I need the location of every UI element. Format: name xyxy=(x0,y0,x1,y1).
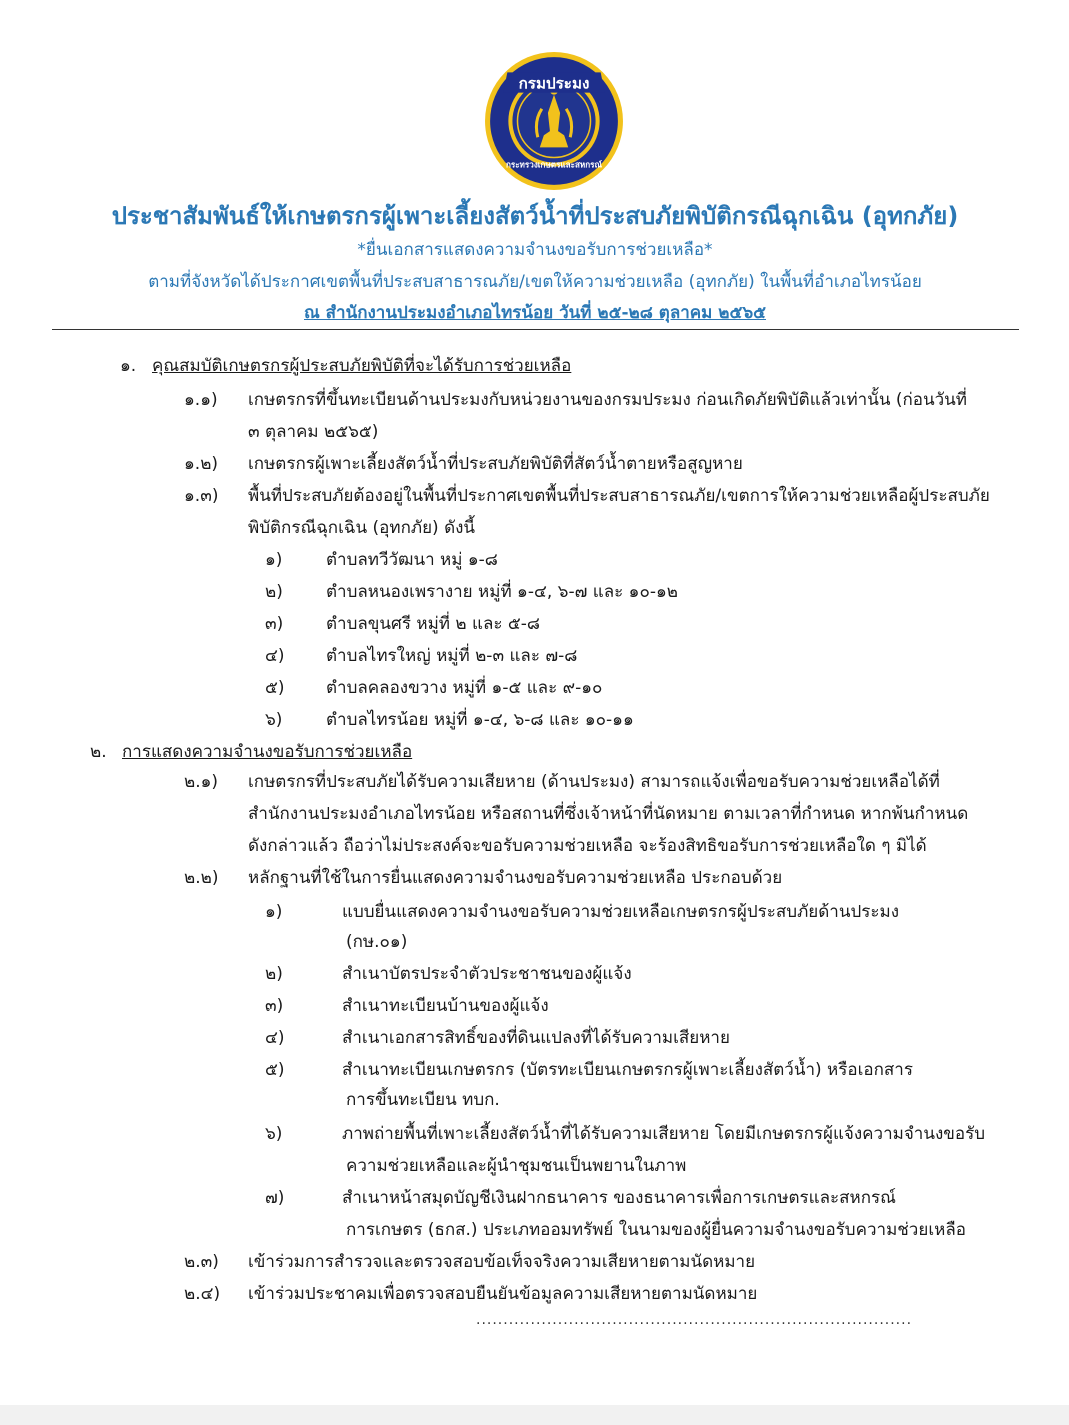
document-5-number: ๕) xyxy=(265,1060,285,1080)
item-1-1-line2: ๓ ตุลาคม ๒๕๖๕) xyxy=(248,422,379,442)
item-1-2-number: ๑.๒) xyxy=(184,454,219,474)
subdistrict-4: ตำบลไทรใหญ่ หมู่ที่ ๒-๓ และ ๗-๘ xyxy=(326,646,578,666)
subdistrict-6-number: ๖) xyxy=(265,710,283,730)
section2-number: ๒. xyxy=(90,742,107,762)
announcement-subtitle: *ยื่นเอกสารแสดงความจำนงขอรับการช่วยเหลือ* xyxy=(357,240,713,260)
document-6-number: ๖) xyxy=(265,1124,283,1144)
item-1-2-line1: เกษตรกรผู้เพาะเลี้ยงสัตว์น้ำที่ประสบภัยพิบัติที่สัตว์น้ำตายหรือสูญหาย xyxy=(248,454,743,474)
document-6-line2: ความช่วยเหลือและผู้นำชุมชนเป็นพยานในภาพ xyxy=(346,1156,687,1176)
item-1-1-line1: เกษตรกรที่ขึ้นทะเบียนด้านประมงกับหน่วยงานของกรมประมง ก่อนเกิดภัยพิบัติแล้วเท่านั้น (ก่อนวันที่ xyxy=(248,390,967,410)
subdistrict-4-number: ๔) xyxy=(265,646,285,666)
document-3-number: ๓) xyxy=(265,996,284,1016)
department-of-fisheries-logo xyxy=(483,50,625,192)
document-5-line2: การขึ้นทะเบียน ทบก. xyxy=(346,1090,500,1110)
item-1-3-number: ๑.๓) xyxy=(184,486,219,506)
document-1-line1: แบบยื่นแสดงความจำนงขอรับความช่วยเหลือเกษตรกรผู้ประสบภัยด้านประมง xyxy=(342,902,900,922)
subdistrict-5: ตำบลคลองขวาง หมู่ที่ ๑-๕ และ ๙-๑๐ xyxy=(326,678,603,698)
closing-dotted-line: ................................................................................ xyxy=(476,1312,913,1328)
item-2-4-text: เข้าร่วมประชาคมเพื่อตรวจสอบยืนยันข้อมูลความเสียหายตามนัดหมาย xyxy=(248,1284,758,1304)
subdistrict-1-number: ๑) xyxy=(265,550,283,570)
item-2-1-line1: เกษตรกรที่ประสบภัยได้รับความเสียหาย (ด้านประมง) สามารถแจ้งเพื่อขอรับความช่วยเหลือได้ที่ xyxy=(248,772,940,792)
subdistrict-3-number: ๓) xyxy=(265,614,284,634)
item-2-1-number: ๒.๑) xyxy=(184,772,219,792)
announcement-title: ประชาสัมพันธ์ให้เกษตรกรผู้เพาะเลี้ยงสัตว์น้ำที่ประสบภัยพิบัติกรณีฉุกเฉิน (อุทกภัย) xyxy=(111,202,959,230)
item-2-2-line1: หลักฐานที่ใช้ในการยื่นแสดงความจำนงขอรับความช่วยเหลือ ประกอบด้วย xyxy=(248,868,783,888)
item-2-1-line3: ดังกล่าวแล้ว ถือว่าไม่ประสงค์จะขอรับความช่วยเหลือ จะร้องสิทธิขอรับการช่วยเหลือใด ๆ มิได้ xyxy=(248,836,927,856)
document-7-line2: การเกษตร (ธกส.) ประเภทออมทรัพย์ ในนามของผู้ยื่นความจำนงขอรับความช่วยเหลือ xyxy=(346,1220,966,1240)
item-2-3-number: ๒.๓) xyxy=(184,1252,219,1272)
logo-text-bottom: กระทรวงเกษตรและสหกรณ์ xyxy=(505,159,603,170)
subdistrict-5-number: ๕) xyxy=(265,678,285,698)
section1-number: ๑. xyxy=(120,356,137,376)
document-3-line1: สำเนาทะเบียนบ้านของผู้แจ้ง xyxy=(342,996,549,1016)
logo-text-top: กรมประมง xyxy=(518,74,590,93)
header-divider xyxy=(52,329,1019,330)
item-2-4-number: ๒.๔) xyxy=(184,1284,221,1304)
item-1-3-line2: พิบัติกรณีฉุกเฉิน (อุทกภัย) ดังนี้ xyxy=(248,518,476,538)
document-1-number: ๑) xyxy=(265,902,283,922)
announcement-location-date: ณ สำนักงานประมงอำเภอไทรน้อย วันที่ ๒๕-๒๘ ตุลาคม ๒๕๖๕ xyxy=(303,303,767,323)
section2-title: การแสดงความจำนงขอรับการช่วยเหลือ xyxy=(122,742,413,762)
document-2-line1: สำเนาบัตรประจำตัวประชาชนของผู้แจ้ง xyxy=(342,964,632,984)
item-1-1-number: ๑.๑) xyxy=(184,390,218,410)
document-7-line1: สำเนาหน้าสมุดบัญชีเงินฝากธนาคาร ของธนาคารเพื่อการเกษตรและสหกรณ์ xyxy=(342,1188,896,1208)
subdistrict-2: ตำบลหนองเพรางาย หมู่ที่ ๑-๔, ๖-๗ และ ๑๐-๑๒ xyxy=(326,582,678,602)
section1-title: คุณสมบัติเกษตรกรผู้ประสบภัยพิบัติที่จะได้รับการช่วยเหลือ xyxy=(152,356,572,376)
item-1-3-line1: พื้นที่ประสบภัยต้องอยู่ในพื้นที่ประกาศเขตพื้นที่ประสบสาธารณภัย/เขตการให้ความช่วยเหลือผู้ประสบภัย xyxy=(248,486,990,506)
announcement-description: ตามที่จังหวัดได้ประกาศเขตพื้นที่ประสบสาธารณภัย/เขตให้ความช่วยเหลือ (อุทกภัย) ในพื้นที่อำเภอไทรน้อย xyxy=(148,272,922,292)
document-4-line1: สำเนาเอกสารสิทธิ์ของที่ดินแปลงที่ได้รับความเสียหาย xyxy=(342,1028,730,1048)
viewer-bottom-margin xyxy=(0,1405,1069,1425)
subdistrict-2-number: ๒) xyxy=(265,582,283,602)
document-4-number: ๔) xyxy=(265,1028,285,1048)
document-2-number: ๒) xyxy=(265,964,283,984)
document-7-number: ๗) xyxy=(265,1188,285,1208)
item-2-1-line2: สำนักงานประมงอำเภอไทรน้อย หรือสถานที่ซึ่งเจ้าหน้าที่นัดหมาย ตามเวลาที่กำหนด หากพ้นกำหนด xyxy=(248,804,969,824)
document-1-line2: (กษ.๐๑) xyxy=(346,932,408,952)
item-2-2-number: ๒.๒) xyxy=(184,868,219,888)
subdistrict-6: ตำบลไทรน้อย หมู่ที่ ๑-๔, ๖-๘ และ ๑๐-๑๑ xyxy=(326,710,634,730)
subdistrict-3: ตำบลขุนศรี หมู่ที่ ๒ และ ๕-๘ xyxy=(326,614,541,634)
subdistrict-1: ตำบลทวีวัฒนา หมู่ ๑-๘ xyxy=(326,550,498,570)
document-6-line1: ภาพถ่ายพื้นที่เพาะเลี้ยงสัตว์น้ำที่ได้รับความเสียหาย โดยมีเกษตรกรผู้แจ้งความจำนงขอรับ xyxy=(342,1124,986,1144)
document-5-line1: สำเนาทะเบียนเกษตรกร (บัตรทะเบียนเกษตรกรผู้เพาะเลี้ยงสัตว์น้ำ) หรือเอกสาร xyxy=(342,1060,913,1080)
item-2-3-text: เข้าร่วมการสำรวจและตรวจสอบข้อเท็จจริงความเสียหายตามนัดหมาย xyxy=(248,1252,756,1272)
